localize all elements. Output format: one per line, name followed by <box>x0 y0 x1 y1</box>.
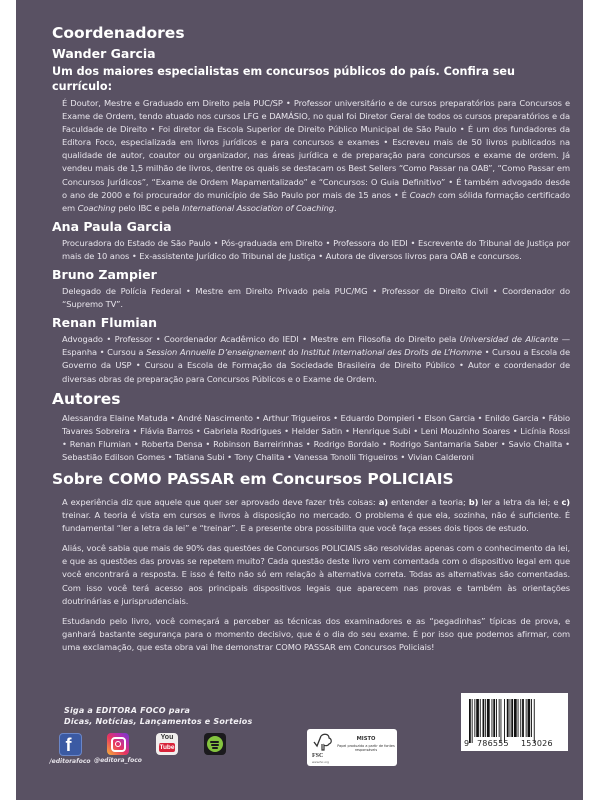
isbn-barcode <box>461 693 568 751</box>
barcode-bar <box>514 699 517 737</box>
about-paragraph: A experiência diz que aquele que quer ser aprovado deve fazer três coisas: a) entender a teoria; b) ler a letra da lei; e c) treinar. A teoria é vista em cursos e livros à disposição no mercado. O problema é que ela, sozinha, não é suficiente. É fundamental “ler a letra da lei” e “treinar”. E a presente obra possibilita que você faça esses dois tipos de estudo. <box>62 496 571 534</box>
barcode-bar <box>499 699 500 737</box>
coordinators-heading: Coordenadores <box>52 24 185 42</box>
barcode-bar <box>518 699 519 737</box>
barcode-bar <box>469 699 471 743</box>
facebook-icon: f <box>59 733 82 756</box>
barcode-bar <box>476 699 479 737</box>
coordinator-bio: Delegado de Polícia Federal • Mestre em Direito Privado pela PUC/MG • Professor de Direito Civil • Coordenador do “Supremo TV”. <box>62 286 570 310</box>
authors-list: Alessandra Elaine Matuda • André Nascimento • Arthur Trigueiros • Eduardo Dompieri • Elson Garcia • Enildo Garcia • Fábio Tavares Sobreira • Flávia Barros • Gabriela Rodrigues • Helder Satin • Henrique Subi • Leni Mouzinho Soares • Licínia Rossi • Renan Flumian • Roberta Densa • Robinson Barreirinhas • Rodrigo Bordalo • Rodrigo Santamaria Saber • Savio Chalita • Sebastião Edilson Gomes • Tatiana Subi • Tony Chalita • Vanessa Tonolli Trigueiros • Vivian Calderoni <box>62 412 570 462</box>
coordinator-name: Renan Flumian <box>52 315 158 331</box>
fsc-tree-icon <box>312 732 334 754</box>
spotify-icon <box>204 733 226 755</box>
barcode-bar <box>531 699 532 737</box>
barcode-bar <box>522 699 524 737</box>
instagram-icon <box>107 733 129 755</box>
barcode-bar <box>504 699 505 743</box>
content-column <box>52 24 570 661</box>
instagram-handle: @editora_foco <box>94 757 142 764</box>
about-paragraph: Estudando pelo livro, você começará a perceber as técnicas dos examinadores e as “pegadinhas” típicas de prova, e ganhará bastante segurança para o momento decisivo, que é o dia do seu exame. É por isso que podemos afirmar, com uma exclamação, que esta obra vai lhe demonstrar COMO PASSAR em Concursos Policiais! <box>62 615 570 652</box>
youtube-icon: You Tube <box>156 733 178 755</box>
fsc-type: MISTO <box>356 736 376 742</box>
barcode-bar <box>487 699 490 737</box>
barcode-bar <box>474 699 475 737</box>
barcode-bar <box>510 699 511 737</box>
back-cover <box>16 0 583 800</box>
authors-heading: Autores <box>52 389 121 408</box>
coordinator-bio: Advogado • Professor • Coordenador Acadêmico do IEDI • Mestre em Filosofia do Direito pela Universidad de Alicante — Espanha • Cursou a Session Annuelle D’enseignement do Institut International des Droits de L’Homme • Cursou a Escola de Governo da USP • Cursou a Escola de Formação da Sociedade Brasileira de Direito Público • Autor e coordenador de diversas obras de preparação para Concursos Públicos e o Exame de Ordem. <box>62 334 571 384</box>
barcode-group-1: 786555 <box>477 739 509 748</box>
barcode-bar <box>501 699 502 743</box>
about-heading: Sobre COMO PASSAR em Concursos POLICIAIS <box>52 469 454 488</box>
barcode-bar <box>492 699 493 737</box>
barcode-bar <box>507 699 509 737</box>
coordinator-name: Bruno Zampier <box>52 267 157 283</box>
coordinator-name: Wander Garcia <box>52 46 156 61</box>
spotify-link[interactable] <box>185 733 245 755</box>
fsc-label: FSC <box>312 753 324 759</box>
barcode-bar <box>526 699 527 737</box>
barcode-bar <box>511 699 513 737</box>
coordinator-bio: É Doutor, Mestre e Graduado em Direito pela PUC/SP • Professor universitário e de cursos preparatórios para Concursos e Exame de Ordem, tendo atuado nos cursos LFG e DAMÁSIO, no qual foi Diretor Geral de todos os cursos preparatórios e da Faculdade de Direito • Foi diretor da Escola Superior de Direito Público Municipal de São Paulo • É um dos fundadores da Editora Foco, especializada em livros jurídicos e para concursos e exames • Escreveu mais de 50 livros publicados na qualidade de autor, coautor ou organizador, nas áreas jurídica e de preparação para concursos e exame de ordem. Já vendeu mais de 1,5 milhão de livros, dentre os quais se destacam os Best Sellers “Como Passar na OAB”, “Como Passar em Concursos Jurídicos”, “Exame de Ordem Mapamentalizado” e “Concursos: O Guia Definitivo” • É também advogado desde o ano de 2000 e foi procurador do município de São Paulo por mais de 15 anos • É Coach com sólida formação certificado em Coaching pelo IBC e pela International Association of Coaching. <box>62 98 570 213</box>
barcode-bars <box>465 699 564 743</box>
barcode-bar <box>496 699 497 737</box>
barcode-bar <box>483 699 485 737</box>
barcode-bar <box>485 699 486 737</box>
barcode-bar <box>528 699 531 737</box>
fsc-description: Papel produzido a partir de fontes responsáveis <box>337 744 395 753</box>
follow-text <box>64 705 252 727</box>
barcode-group-2: 153026 <box>521 739 553 748</box>
fsc-certification-badge <box>307 729 397 766</box>
fsc-url: www.fsc.org <box>312 760 329 764</box>
about-paragraph: Aliás, você sabia que mais de 90% das questões de Concursos POLICIAIS são resolvidas apenas com o conhecimento da lei, e que as questões das provas se repetem muito? Cada questão deste livro vem comentada com o dispositivo legal em que você encontrará a resposta. E isso é feito não só em relação à alternativa correta. Todas as alternativas são comentadas. Com isso você terá acesso aos principais dispositivos legais que aparecem nas provas e também às orientações doutrinárias e jurisprudenciais. <box>62 543 570 606</box>
barcode-bar <box>520 699 521 737</box>
barcode-bar <box>534 699 535 743</box>
coordinator-bio: Procuradora do Estado de São Paulo • Pós-graduada em Direito • Professora do IEDI • Escrevente do Tribunal de Justiça por mais de 10 anos • Ex-assistente Jurídico do Tribunal de Justiça • Autora de diversos livros para OAB e concursos. <box>62 237 570 261</box>
barcode-first-digit: 9 <box>464 739 470 748</box>
barcode-bar <box>472 699 473 743</box>
coordinator-name: Ana Paula Garcia <box>52 218 172 234</box>
follow-line-2: Dicas, Notícias, Lançamentos e Sorteios <box>64 717 253 726</box>
coordinator-tagline: Um dos maiores especialistas em concursos públicos do país. Confira seu currículo: <box>52 65 515 93</box>
barcode-bar <box>480 699 481 737</box>
barcode-bar <box>493 699 495 737</box>
follow-line-1: Siga a EDITORA FOCO para <box>64 706 191 715</box>
facebook-handle: /editorafoco <box>49 758 91 765</box>
